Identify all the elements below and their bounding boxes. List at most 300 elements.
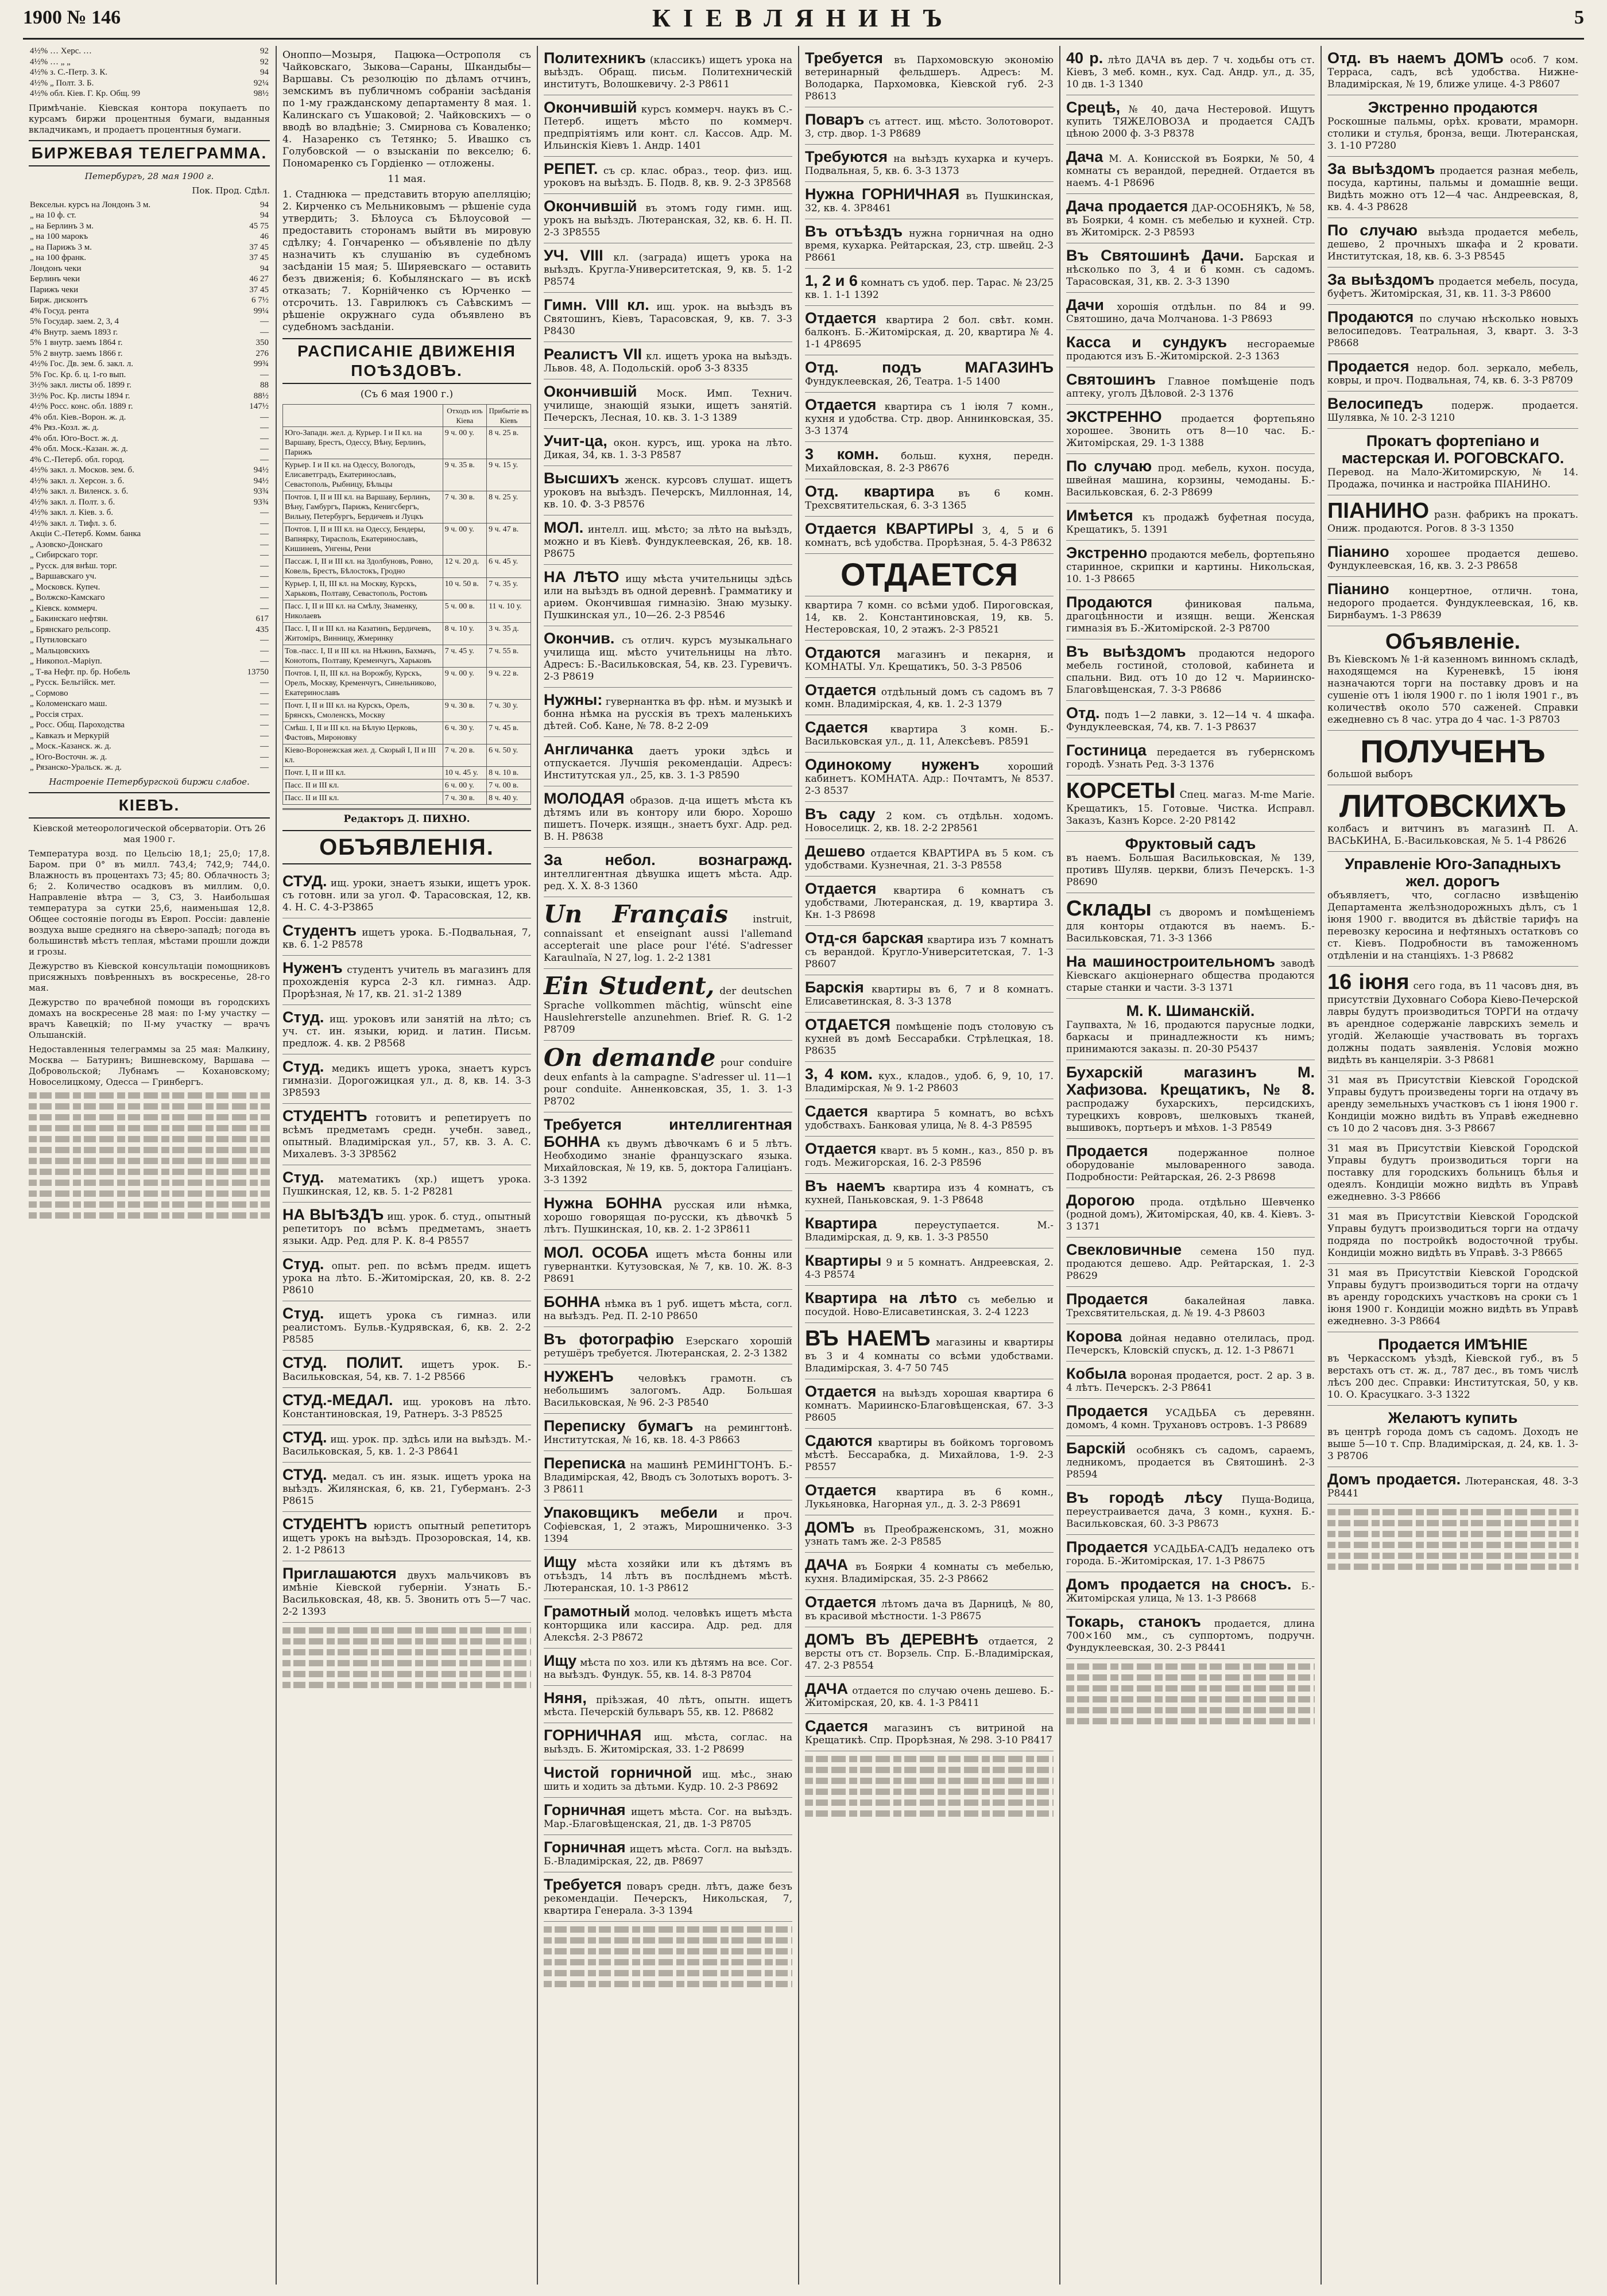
classifieds-col5 [1066,46,1315,1659]
column-1-finance [23,46,276,2285]
rate-value: 37 45 [249,285,269,294]
rate-name: Берлинъ чеки [30,274,80,284]
rate-value: 94½ [253,476,269,486]
classified-ad [544,848,792,897]
classified-ad [1066,999,1315,1060]
rate-row [29,752,270,763]
page-number: 5 [1574,7,1584,28]
ad-headline: Требуется [544,1876,622,1893]
classified-ad [1066,1436,1315,1486]
city-notes [29,961,270,1088]
ad-text: большой выборъ [1327,769,1413,780]
ad-headline: Отдается [805,1140,877,1157]
ad-text: русская или нѣмка, хорошо говорящая по-русски, къ дѣвочкѣ 5 лѣтъ. Пушкинская, 10, кв. 2. 1-2 3Р8611 [544,1200,793,1235]
ad-text: ищетъ урока съ гимназ. или реалистомъ. Бульв.-Кудрявская, 6, кв. 2. 2-2 Р8585 [282,1310,532,1345]
ad-text: магазинъ и пекарня, и КОМНАТЫ. Ул. Крещатикъ, 50. 3-3 Р8506 [805,649,1054,673]
rate-name: 4% Госуд. рента [30,306,89,316]
rate-value: 94 [260,263,269,273]
announcements-heading: ОБЪЯВЛЕНІЯ. [282,830,531,864]
train-row [283,459,531,491]
ad-text: 31 мая въ Присутствіи Кіевской Городской Управы будутъ производиться торги на отдачу въ аренду городскихъ участковъ на сроки съ 1 іюня 1900 г. Кондиціи можно видѣть въ Управѣ ежедневно. 3-3 Р8664 [1327,1267,1578,1327]
ad-headline: Переписку бумагъ [544,1417,694,1434]
classified-ad [805,554,1054,596]
ad-text: нѣмка въ 1 руб. ищетъ мѣста, согл. на выѣздъ. Ред. П. 2-10 Р8650 [544,1298,793,1322]
classified-ad [1327,429,1578,495]
ad-headline: Нужны: [544,691,603,708]
ad-text: продается мебель, посуда, буфетъ. Житомірская, 31, кв. 11. 3-3 Р8600 [1327,276,1578,300]
rate-row [29,221,270,232]
classified-ad [805,442,1054,479]
ad-text: ищ. урок. на выѣздъ въ Святошинъ, Кіевъ, Тарасовская, 9, кв. 7. 3-3 Р8430 [544,301,792,337]
ad-headline: ПОЛУЧЕНЪ [1360,733,1546,769]
classified-ad [805,1515,1054,1553]
train-row [283,523,531,556]
rate-name: 4½% закл. л. Кiев. з. б. [30,508,114,517]
rate-name: „ Русск. Бельгійск. мет. [30,678,116,687]
ad-text: въ этомъ году гимн. ищ. урокъ на выѣздъ. Лютеранская, 32, кв. 6. Н. П. 2-3 3Р8555 [544,203,793,238]
rate-row [29,391,270,402]
ad-text: образов. д-ца ищетъ мѣста къ дѣтямъ или въ контору или бюро. Хорошо пишетъ. Почерк. изящн., знаетъ бухг. Адр. ред. В. Н. Р8638 [544,795,792,843]
ad-text: 3, 4, 5 и 6 комнатъ, всѣ удобства. Прорѣзная, 5. 4-3 Р8632 [805,525,1054,549]
ad-text: Въ Кіевскомъ № 1-й казенномъ винномъ складѣ, находящемся на Куреневкѣ, 15 іюня назначаются торги на поставку дровъ и на сушеніе отъ 1 іюля 1900 г. по 1 іюля 1901 г., въ количествѣ около 570 саженей. Справки ежедневно съ 8 час. утра до 4 час. 1-3 Р8703 [1327,654,1578,726]
bond-rates-table [29,46,270,99]
classified-ad [1066,330,1315,367]
ad-text: молод. человѣкъ ищетъ мѣста конторщика или кассира. Адр. ред. для Алексѣя. 2-3 Р8672 [544,1608,793,1643]
rate-name: „ Московск. Купеч. [30,582,100,592]
rate-name: „ Мальцовскихъ [30,646,90,656]
ad-text: ДАР-ОСОБНЯКЪ, № 58, въ Боярки, 4 комн. съ мебелью и кухней. Стр. въ Житомірск. 2-3 Р8593 [1066,203,1315,238]
classified-ad [544,1798,792,1835]
classified-ad [544,1327,792,1364]
ad-headline: Окончившій [544,99,637,116]
ad-headline: Отдаются [805,644,881,661]
rate-name: 4½% закл. л. Москов. зем. б. [30,466,134,475]
classified-ad [1066,832,1315,893]
train-time: 6 ч. 30 у. [443,722,486,744]
ad-headline: Касса и сундукъ [1066,333,1227,351]
column-3 [537,46,798,2285]
ad-text: ищетъ мѣста. Согл. на выѣздъ. Б.-Владимірская, 22, дв. Р8697 [544,1844,792,1867]
rate-row [29,359,270,370]
ad-headline: Дача продается [1066,197,1188,215]
classified-ad [282,1301,531,1351]
ad-headline: Срецѣ, [1066,99,1121,116]
observatory-heading: Кіевской метеорологической обсерваторіи. Отъ 26 мая 1900 г. [33,823,266,844]
rate-name: 4½% закл. л. Полт. з. б. [30,497,115,507]
ad-headline: ДАЧА [805,1556,849,1573]
rate-row [29,253,270,263]
ad-text: гувернантка въ фр. нѣм. и музыкѣ и бонна нѣмка на русскія въ трехъ маленькихъ дѣтей. Соб. Кане, № 78. 8-2 2-09 [544,696,792,732]
rate-value: 93¾ [253,487,269,496]
rate-row [29,370,270,381]
rate-name: „ Юго-Восточн. ж. д. [30,752,107,762]
ad-text: комнатъ съ удоб. пер. Тарас. № 23/25 кв. 1. 1-1 1392 [805,277,1054,301]
ad-text: особ. 7 ком. Терраса, садъ, всѣ удобства. Нижне-Владимірская, № 19, ближе улице. 4-3 Р8607 [1327,55,1578,90]
ad-headline: Велосипедъ [1327,395,1423,412]
ad-headline: Горничная [544,1801,626,1818]
train-row [283,668,531,700]
rate-row [29,550,270,561]
ad-text: въ Преображенскомъ, 31, можно узнать тамъ же. 2-3 Р8585 [805,1524,1054,1548]
ad-headline: СТУД.-МЕДАЛ. [282,1391,393,1409]
classified-ad [805,517,1054,554]
ad-headline: Упаковщикъ мебели [544,1504,718,1521]
ad-text: Роскошные пальмы, орѣх. кровати, мраморн. столики и стулья, бронза, вещи. Лютеранская, 3. 1-10 Р7280 [1327,116,1578,152]
ad-headline: НА ЛѢТО [544,568,619,585]
column-filler [1327,1509,1578,1570]
ad-headline: Отд-ся барская [805,929,924,947]
editor-line: Редакторъ Д. ПИХНО. [343,813,470,825]
classified-ad [544,466,792,515]
ad-headline: Студ. [282,1255,324,1273]
rate-value: — [260,720,269,730]
rate-value: — [260,455,269,464]
classified-ad [544,379,792,429]
train-time: 8 ч. 25 в. [487,427,531,459]
train-row [283,427,531,459]
ad-text: ищ. урок. б. студ., опытный репетиторъ по всѣмъ предметамъ, знаетъ языки. Адр. Ред. для Р. К. 8-4 Р8557 [282,1211,531,1247]
classified-ad [805,219,1054,269]
ad-headline: За выѣздомъ [1327,160,1435,177]
classified-ad [1066,454,1315,503]
ad-text: объявляетъ, что, согласно извѣщенію Департамента желѣзнодорожныхъ дѣлъ, съ 1 іюня 1900 г. вводится въ дѣйствіе тарифъ на перевозку керосина и нефтяныхъ остатковъ со ст. Кіевъ. Подробности въ таможенномъ отдѣленіи и на станціяхъ. 1-3 Р8682 [1327,890,1578,961]
ad-headline: Политехникъ [544,49,646,67]
ad-text: квартиры въ бойкомъ торговомъ мѣстѣ. Бессарабка, д. Михайлова, 1-9. 2-3 Р8557 [805,1437,1054,1473]
rate-name: 4% С.-Петерб. обл. город. [30,455,125,464]
ad-headline: Ищу [544,1652,577,1669]
classified-ad [544,786,792,848]
rate-value: — [260,688,269,698]
rate-name: Бирж. дисконтъ [30,296,88,305]
ad-headline: СТУД. [282,1466,327,1483]
rate-row [29,625,270,635]
train-route: Тов.-пасс. I, II и III кл. на Нѣжинъ, Бахмачъ, Конотопъ, Полтаву, Кременчугъ, Харьковъ [283,645,443,668]
ad-headline: Приглашаются [282,1565,397,1582]
rate-name: „ на 100 франк. [30,253,87,262]
classified-ad [544,157,792,194]
train-time: 6 ч. 00 у. [443,779,486,792]
rate-row [29,561,270,572]
train-row [283,779,531,792]
ad-text: распродажу бухарскихъ, персидскихъ, турецкихъ ковровъ, шелковыхъ тканей, вышивокъ, портьеръ и мѣхов. 1-3 Р8549 [1066,1098,1315,1134]
ad-headline: Переписка [544,1455,626,1472]
ad-headline: ОТДАЕТСЯ [841,556,1018,592]
ad-text: ищ. уроковъ на лѣто. Константиновская, 19, Ратнеръ. 3-3 Р8525 [282,1397,531,1420]
ad-headline: Въ выѣздомъ [1066,643,1186,660]
ad-text: въ 6 комн. Трехсвятительская, 6. 3-3 1365 [805,488,1054,511]
classified-ad [1066,639,1315,701]
ad-headline: Дачи [1066,296,1104,313]
ad-text: студентъ учитель въ магазинъ для прохожденія курса 2-3 кл. гимназ. Адр. Прорѣзная, № 17, кв. 21. з1-2 1389 [282,964,531,1000]
classified-ad [1066,293,1315,330]
rate-row [29,571,270,582]
ad-headline: Продаются [1327,308,1414,325]
ad-text: Лютеранская, 48. 3-3 Р8441 [1327,1476,1578,1499]
ad-headline: Корова [1066,1328,1122,1345]
ad-headline: Реалистъ VII [544,346,642,363]
classified-ad [1066,1362,1315,1399]
train-time: 9 ч. 35 в. [443,459,486,491]
train-time: 12 ч. 20 д. [443,556,486,578]
ad-text: УСАДЬБА-САДЪ недалеко отъ города. Б.-Житомірская, 17. 1-3 Р8675 [1066,1543,1315,1567]
rate-name: „ Коломенскаго маш. [30,699,107,708]
schedule-header-cell [283,405,443,427]
rate-row [29,210,270,221]
ad-text: концертное, отличн. тона, недорого продается. Фундуклеевская, 16, кв. Бирнбаумъ. 1-3 Р8639 [1327,585,1578,621]
train-row [283,700,531,722]
classified-ad [805,1379,1054,1429]
train-time: 7 ч. 30 у. [487,700,531,722]
ad-text: въ Пархомовскую экономію ветеринарный фельдшеръ. Адресъ: М. Володарка, Пархомовка, Кіевской губ. 2-3 Р8613 [805,55,1054,102]
ad-text: квартира съ 1 іюля 7 комн., кухня и удобства. Стр. двор. Аннинковская, 35. 3-3 1374 [805,401,1054,437]
court-text-11: 1. Стаднюка — представить вторую апелляцію; 2. Кирченко съ Мельниковымъ — рѣшеніе суда утвердить; 3. Бѣлоуса съ Бѣлоусовой — предоставить сторонамъ выйти въ мировую сдѣлку; 4. Гончаренко — объявленіе по дѣлу назначить къ слушанію въ судебномъ засѣданіи 15 мая; 5. Ширяевскаго — оставить безъ движенія; 6. Кобылянскаго — въ искѣ отказать; 7. Корнійченко съ Юрченко — отсрочить. 13. Гаврилюкъ съ Саѣвскимъ — рѣшеніе окружнаго суда объявлено въ судебномъ засѣданіи. [282,189,531,333]
ad-text: отдается по случаю очень дешево. Б.-Житомірская, 20, кв. 4. 1-3 Р8411 [805,1685,1054,1709]
ad-text: въ Черкасскомъ уѣздѣ, Кіевской губ., въ 5 верстахъ отъ ст. ж. д., 787 дес., въ томъ числѣ лѣсъ 200 дес. Справки: Институтская, 50, у кв. 10. О. Красуцкаго. 3-3 1322 [1327,1353,1578,1401]
ad-text: переуступается. М.-Владимірская, д. 9, кв. 1. 3-3 Р8550 [805,1220,1054,1243]
rate-name: 4½% Гос. Дв. зем. б. закл. л. [30,359,133,369]
ad-headline: Продается [1066,1290,1148,1308]
classified-ad [1327,852,1578,967]
ad-text: съ ср. клас. образ., теор. физ. ищ. уроковъ на выѣздъ. Б. Подв. 8, кв. 9. 2-3 3Р8568 [544,165,792,189]
classified-ad [544,243,792,293]
classified-ad [544,1290,792,1327]
rate-value: — [260,635,269,645]
ad-headline: Отдается [805,309,877,327]
rate-row [29,231,270,242]
rate-name: „ Сормово [30,688,68,698]
rate-row [29,656,270,667]
classified-ad [805,1553,1054,1590]
classified-ad [544,1550,792,1599]
ad-text: квартира въ 6 комн., Лукьяновка, Нагорная ул., д. 3. 2-3 Р8691 [805,1487,1054,1510]
classified-ad [1066,1238,1315,1287]
classified-ad [805,1590,1054,1627]
ad-text: квартира изъ 7 комнатъ съ верандой. Кругло-Университетская, 7. 1-3 Р8607 [805,934,1054,970]
rate-row [29,507,270,518]
rate-value: — [260,572,269,581]
classified-ad [544,1240,792,1290]
rate-name: 4% обл. Моск.-Казан. ж. д. [30,444,128,453]
rate-value: — [260,699,269,708]
ad-text: подержанное полное оборудованіе мыловаренного завода. Подробности: Рейтарская, 26. 2-3 Р8698 [1066,1147,1315,1183]
ad-text: № 40, дача Нестеровой. Ищутъ купить ТЯЖЕЛОВОЗА и продается САДЪ цѣною 2000 ф. 3-3 Р8378 [1066,104,1315,139]
ad-text: медикъ ищетъ урока, знаетъ курсъ гимназіи. Дорогожицкая ул., д. 8, кв. 14. 3-3 3Р8593 [282,1063,531,1099]
train-route: Пасс. I, II и III кл. на Смѣлу, Знаменку, Николаевъ [283,600,443,623]
rate-row [29,401,270,412]
train-time: 10 ч. 45 у. [443,767,486,779]
classified-ad [1066,194,1315,243]
city-note: Дежурство по врачебной помощи въ городскихъ домахъ на воскресенье 28 мая: по I-му участку — врачъ Кавецкій; по II-му участку — врачъ Ольшанскій. [29,996,270,1040]
column-filler [282,1627,531,1688]
schedule-header-row [283,405,531,427]
rate-name: „ Азовско-Донскаго [30,540,103,549]
ad-headline: Экстренно [1066,544,1148,561]
ad-headline: Продается ИМѢНІЕ [1378,1336,1528,1353]
train-route: Юго-Западн. жел. д. Курьер. I и II кл. на Варшаву, Брестъ, Одессу, Вѣну, Берлинъ, Парижъ [283,427,443,459]
rate-value: — [260,752,269,762]
rate-value: — [260,540,269,549]
classified-ad [282,1425,531,1463]
classified-ad [805,926,1054,975]
rate-row [29,444,270,455]
ad-text: продается фортепьяно хорошее. Звонить отъ 8—10 час. Б.-Житомірская, 29. 1-3 1388 [1066,413,1315,449]
ad-text: хорошее продается дешево. Фундуклеевская, 16, кв. 3. 2-3 Р8658 [1327,548,1578,572]
ad-text: въ центрѣ города домъ съ садомъ. Доходъ не выше 5—10 т. Спр. Владимірская, д. 24, кв. 1. 3-3 Р8706 [1327,1426,1578,1462]
ad-headline: По случаю [1327,222,1418,239]
classified-ad [544,1872,792,1922]
court-text-top: Оноппо—Мозыря, Пацюка—Острополя съ Чайковскаго, Зыкова—Сараны, Шкандыбы—Варшавы. Съ резолюцію по дѣламъ отчинъ, земскимъ въ публичномъ собраніи засѣданія по 1-му гражданскому департаменту 8 мая. 1. Калинскаго съ Ушаковой; 2. Чайковскихъ — о вводѣ во владѣніе; 3. Смирнова съ Коваленко; 4. Назаренко съ Тетянко; 5. Ивашко съ Голубовской — о взысканіи по векселю; 6. Пономаренко съ Гордіенко — отложены. [282,49,531,169]
column-4 [798,46,1059,2285]
classified-ad [805,355,1054,393]
rate-row [29,57,270,68]
classified-ad [805,1211,1054,1248]
ad-headline: Отдается [805,880,877,897]
ad-headline: Отдается [805,396,877,413]
ad-headline: On demande [544,1044,716,1072]
rate-name: 3½% Рос. Кр. листы 1894 г. [30,391,130,401]
rate-name: 4½% … Херс. … [30,46,92,56]
ad-headline: Отдается [805,1481,877,1499]
rate-value: — [260,529,269,538]
schedule-header-cell: Отходъ изъ Кіева [443,405,486,427]
classified-ad [1327,157,1578,218]
classified-ad [805,306,1054,355]
train-route: Почт. I, II и III кл. на Курскъ, Орелъ, Брянскъ, Смоленскъ, Москву [283,700,443,722]
ad-headline: Въ наемъ [805,1177,886,1194]
ad-text: квартира 2 бол. свѣт. комн. балконъ. Б.-Житомірская, д. 20, квартира № 4. 1-1 4Р8695 [805,315,1054,350]
classified-ad [1066,503,1315,541]
rate-row [29,285,270,296]
ad-headline: Ищу [544,1553,577,1570]
ad-headline: Сдаются [805,1432,873,1449]
rate-name: 3½% закл. листы об. 1899 г. [30,381,131,390]
ad-headline: СТУД. [282,872,327,890]
classified-ad [805,876,1054,926]
classified-ad [1327,495,1578,540]
ad-text: съ отлич. курсъ музыкальнаго училища ищ. мѣсто учительницы на лѣто. Адресъ: Б.-Васильковская, 54, кв. 23. Гуревичъ. 2-3 Р8619 [544,635,792,682]
ad-text: на ремингтонѣ. Институтская, № 16, кв. 18. 4-3 Р8663 [544,1422,792,1446]
rate-row [29,67,270,78]
ad-headline: Квартиры [805,1252,882,1269]
ad-text: лѣтомъ дача въ Дарницѣ, № 80, въ красивой мѣстности. 1-3 Р8675 [805,1599,1054,1622]
rate-value: — [260,731,269,740]
ad-headline: Поваръ [805,111,865,128]
ad-headline: Студ. [282,1009,324,1026]
rate-name: 4½% закл. л. Тифл. з. б. [30,518,117,528]
ad-headline: Нужна БОННА [544,1194,663,1212]
train-time: 8 ч. 10 у. [443,623,486,645]
ad-text: хорошія отдѣльн. по 84 и 99. Святошино, дача Молчанова. 1-3 Р8693 [1066,301,1315,325]
ad-headline: За выѣздомъ [1327,271,1435,288]
rate-row [29,295,270,306]
ad-headline: Свекловичные [1066,1241,1182,1258]
classified-ad [805,1429,1054,1478]
rate-row [29,327,270,338]
schedule-header-cell: Прибытіе въ Кіевъ [487,405,531,427]
ad-headline: Желаютъ купить [1388,1409,1518,1426]
rate-name: „ Брянскаго рельсопр. [30,625,111,634]
rate-row [29,486,270,497]
classified-ad [1327,95,1578,157]
column-filler [1066,1663,1315,1724]
rate-value: 92 [260,46,269,56]
classified-ad [282,1351,531,1388]
issue-number: 1900 № 146 [23,7,121,28]
rate-name: „ на 100 марокъ [30,232,88,241]
classified-ad [1066,1139,1315,1188]
rate-value: — [260,327,269,337]
rate-value: 37 45 [249,253,269,262]
column-filler [29,1092,270,1219]
ad-text: магазины и квартиры въ 3 и 4 комнаты со всѣми удобствами. Владимірская, 3. 4-7 50 745 [805,1337,1054,1374]
ad-headline: ГОРНИЧНАЯ [544,1727,642,1744]
court-date: 11 мая. [388,173,426,185]
ad-headline: Піанино [1327,543,1389,560]
train-time: 9 ч. 00 у. [443,427,486,459]
ad-text: въ Боярки 4 комнаты съ мебелью, кухня. Владимірская, 35. 2-3 Р8662 [805,1561,1054,1585]
train-time: 6 ч. 50 у. [487,744,531,767]
classified-ad [805,715,1054,753]
train-time: 9 ч. 30 в. [443,700,486,722]
ad-text: Фундуклеевская, 26, Театра. 1-5 1400 [805,376,1001,387]
ad-headline: ЛИТОВСКИХЪ [1339,788,1567,824]
rate-name: „ Варшавскаго уч. [30,572,96,581]
classified-ad [282,1203,531,1252]
exchange-note: Примѣчаніе. Кіевская контора покупаетъ по курсамъ биржи процентныя бумаги, выданныя вкладчикамъ, и продаетъ процентныя бумаги. [29,102,270,135]
ad-headline: Піанино [1327,580,1389,598]
rate-name: „ Рязанско-Уральск. ж. д. [30,763,122,772]
ad-text: съ дворомъ и помѣщеніемъ для конторы отдаются въ наемъ. Б.-Васильковская, 71. 3-3 1366 [1066,907,1315,944]
ad-text: лѣто ДАЧА въ дер. 7 ч. ходьбы отъ ст. Кіевъ, 3 меб. комн., кух. Сад. Андр. ул., д. 35, 10 дв. 1-3 1340 [1066,55,1315,90]
ad-headline: СТУДЕНТЪ [282,1515,367,1533]
classified-ad [805,1013,1054,1062]
ad-headline: Экстренно продаются [1368,99,1538,116]
ad-headline: Домъ продается на сносъ. [1066,1576,1292,1593]
classified-ad [1066,1609,1315,1659]
ad-text: подерж. продается. Шулявка, № 10. 2-3 1210 [1327,400,1579,424]
classified-ad [1327,540,1578,577]
rate-row [29,88,270,99]
ad-text: мѣста по хоз. или къ дѣтямъ на все. Сог. на выѣздъ. Фундук. 55, кв. 14. 8-3 Р8704 [544,1657,792,1681]
rate-row [29,263,270,274]
classified-ad [282,1561,531,1623]
ad-headline: Требуется интеллигентная БОННА [544,1116,792,1150]
ad-headline: Квартира на лѣто [805,1289,957,1306]
rate-value: — [260,646,269,656]
classified-ad [1327,1467,1578,1504]
classified-ad [544,46,792,95]
train-time: 7 ч. 45 у. [443,645,486,668]
classified-ad [1066,701,1315,738]
classified-ad [282,1512,531,1561]
ad-text: къ двумъ дѣвочкамъ 6 и 5 лѣтъ. Необходимо знаніе французскаго языка. Михайловская, № 19, кв. 5, доктора Галиціанъ. 3-3 1392 [544,1138,792,1186]
ad-headline: Объявленіе. [1385,630,1521,654]
ad-headline: 16 іюня [1327,970,1409,994]
ad-text: женск. курсовъ слушат. ищетъ уроковъ на выѣздъ. Печерскъ, Миллонная, 14, кв. 10. Ф. 3-3 Р8576 [544,475,793,510]
ad-text: прод. мебель, кухон. посуда, швейная машина, корзины, чемоданы. Б.-Васильковская, 6. 2-3 Р8699 [1066,463,1315,498]
classified-ad [1327,46,1578,95]
rate-value: 46 [260,232,269,241]
rate-name: 4½% закл. л. Виленск. з. б. [30,487,129,496]
ad-headline: Учит-ца, [544,432,607,449]
train-route: Пасс. II и III кл. [283,779,443,792]
classified-ad [805,1174,1054,1211]
ad-text: квартира 6 комнатъ съ удобствами, Лютеранская, д. 19, квартира 3. Кн. 1-3 Р8698 [805,885,1054,921]
ad-text: продаются недорого мебель гостиной, столовой, кабинета и спальни. Вид. отъ 10 до 12 ч. Мариинско-Благовѣщенская, 7. 3-3 Р8686 [1066,648,1315,696]
rate-value: 147½ [249,402,269,411]
train-time: 9 ч. 00 у. [443,523,486,556]
ad-text: и проч. Софіевская, 1, 2 этажъ, Мирошниченко. 3-3 1394 [544,1509,792,1545]
